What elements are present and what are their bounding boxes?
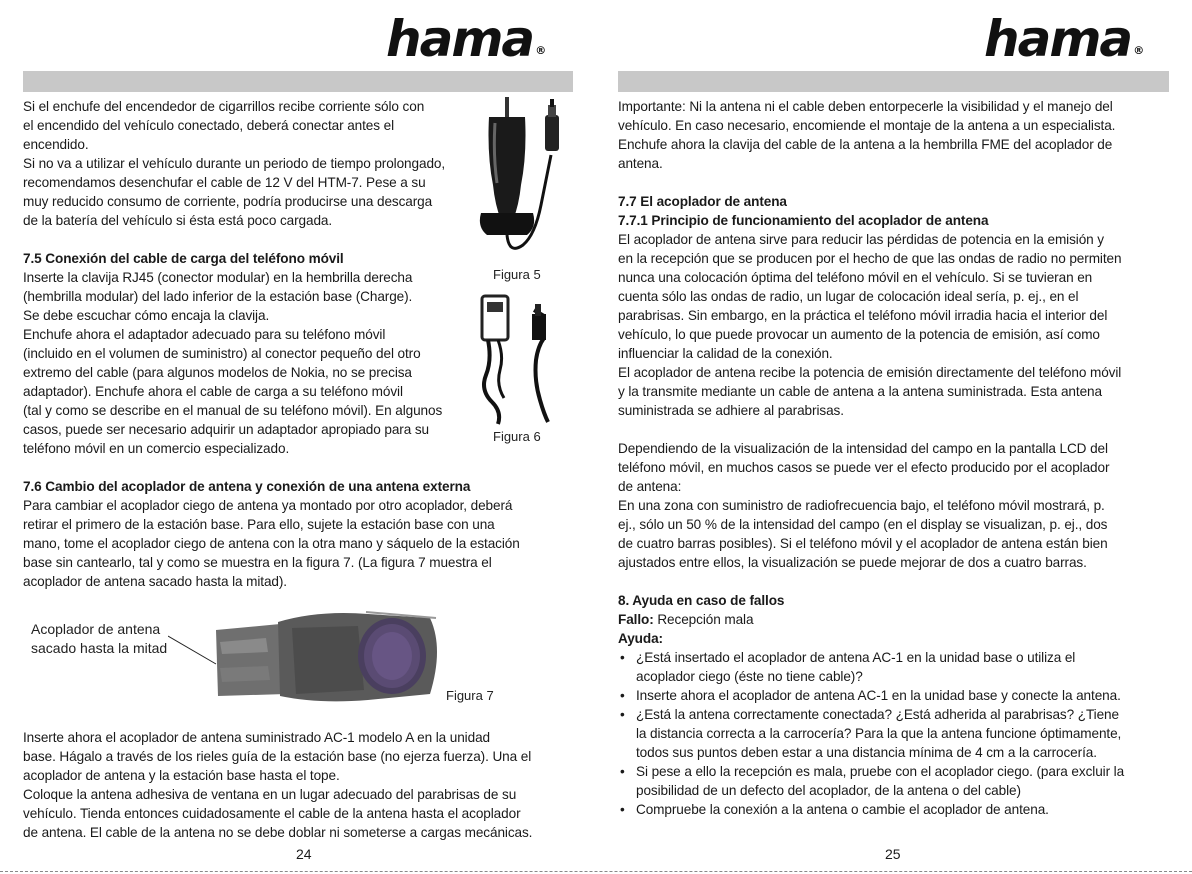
fault-label: Fallo: xyxy=(618,612,654,627)
figure-7-coupler-illustration xyxy=(168,608,453,708)
bullet-item: • ¿Está la antena correctamente conectada? ¿Está adherida al parabrisas? ¿Tiene xyxy=(620,707,1119,722)
right-page xyxy=(596,0,1192,874)
help-label: Ayuda: xyxy=(618,631,663,646)
hama-logo: hama ® xyxy=(386,10,547,68)
header-bar xyxy=(618,71,1169,92)
right-text-block: Importante: Ni la antena ni el cable deben entorpecerle la visibilidad y el manejo del vehículo. En caso necesario, encomiende el montaje de la antena a un especialista. Enchufe ahora la clavija del cable de la antena a la hembrilla FME del acoplador de antena. 7.7 El acoplador de antena 7.7.1 Principio de funcionamiento del acoplador de antena El acoplador de antena sirve para reducir las pérdidas de potencia en la emisión y en la recepción que se producen por el hecho de que las ondas de radio no permiten nunca una colocación óptima del teléfono móvil en el vehículo. Si se tuvieran en cuenta sólo las ondas de radio, un lugar de colocación ideal sería, p. ej., en el parabrisas. Sin embargo, en la práctica el teléfono móvil irradia hacia el interior del vehículo, lo que puede provocar un aumento de la potencia de emisión, así como influenciar la calidad de la conexión. El acoplador de antena recibe la potencia de emisión directamente del teléfono móvil y la transmite mediante un cable de antena a la antena suministrada. Esta antena suministrada se adhiere al parabrisas. Dependiendo de la visualización de la intensidad del campo en la pantalla LCD del teléfono móvil, en muchos casos se puede ver el efecto producido por el acoplador de antena: En una zona con suministro de radiofrecuencia bajo, el teléfono móvil mostrará, p. ej., sólo un 50 % de la intensidad del campo (en el display se visualizan, p. ej., dos de cuatro barras posibles). Si el teléfono móvil y el acoplador de antena están bien ajustados entre ellos, la visualización se puede mejorar de dos a cuatro barras. 8. Ayuda en caso de fallos Fallo: Recepción mala Ayuda: • ¿Está insertado el acoplador de antena AC-1 en la unidad base o utiliza el acoplador ciego (éste no tiene cable)? • Inserte ahora el acoplador de antena AC-1 en la unidad base y conecte la antena. • ¿Está la antena correctamente conectada? ¿Está adherida al parabrisas? ¿Tiene la distancia correcta a la carrocería? Para la que la antena funcione óptimamente, todos sus puntos deben estar a una distancia mínima de 4 cm a la carrocería. • Si pese a ello la recepción es mala, pruebe con el acoplador ciego. (para excluir la posibilidad de un defecto del acoplador, de la antena o del cable) • Compruebe la conexión a la antena o cambie el acoplador de antena. xyxy=(618,99,1125,817)
page-bottom-rule xyxy=(0,871,1192,872)
page-number: 24 xyxy=(296,846,312,862)
header-bar xyxy=(23,71,573,92)
left-text-block-end: Inserte ahora el acoplador de antena suministrado AC-1 modelo A en la unidad base. Hágalo a través de los rieles guía de la estación base (no ejerza fuerza). Una el acoplador de antena y la estación base hasta el tope. Coloque la antena adhesiva de ventana en un lugar adecuado del parabrisas de su vehículo. Tienda entonces cuidadosamente el cable de la antena hasta el acoplador de antena. El cable de la antena no se debe doblar ni someterse a cargas mecánicas. xyxy=(23,730,533,840)
bullet-item: • Compruebe la conexión a la antena o cambie el acoplador de antena. xyxy=(620,802,1049,817)
section-heading: 7.5 Conexión del cable de carga del teléfono móvil xyxy=(23,251,344,266)
section-heading: 7.7 El acoplador de antena xyxy=(618,194,787,209)
fault-text: Recepción mala xyxy=(653,612,754,627)
figure-6-label: Figura 6 xyxy=(493,429,541,444)
left-text-block: Si el enchufe del encendedor de cigarrillos recibe corriente sólo con el encendido del vehículo conectado, deberá conectar antes el encendido. Si no va a utilizar el vehículo durante un periodo de tiempo prolongado, recomendamos desenchufar el cable de 12 V del HTM-7. Pese a su muy reducido consumo de corriente, podría producirse una descarga de la batería del vehículo si ésta está poco cargada. 7.5 Conexión del cable de carga del teléfono móvil Inserte la clavija RJ45 (conector modular) en la hembrilla derecha (hembrilla modular) del lado inferior de la estación base (Charge). Se debe escuchar cómo encaja la clavija. Enchufe ahora el adaptador adecuado para su teléfono móvil (incluido en el volumen de suministro) al conector pequeño del otro extremo del cable (para algunos modelos de Nokia, no se precisa adaptador). Enchufe ahora el cable de carga a su teléfono móvil (tal y como se describe en el manual de su teléfono móvil). En algunos casos, puede ser necesario adquirir un adaptador apropiado para su teléfono móvil en un comercio especializado. 7.6 Cambio del acoplador de antena y conexión de una antena externa Para cambiar el acoplador ciego de antena ya montado por otro acoplador, deberá retirar el primero de la estación base. Para ello, sujete la estación base con una mano, tome el acoplador ciego de antena con la otra mano y sáquelo de la estación base sin cantearlo, tal y como se muestra en la figura 7. (La figura 7 muestra el acoplador de antena sacado hasta la mitad). xyxy=(23,99,520,589)
bullet-item: • ¿Está insertado el acoplador de antena AC-1 en la unidad base o utiliza el xyxy=(620,650,1076,665)
figure-5-plug-illustration xyxy=(475,95,585,265)
bullet-item: • Inserte ahora el acoplador de antena AC-1 en la unidad base y conecte la antena. xyxy=(620,688,1121,703)
section-heading: 7.6 Cambio del acoplador de antena y conexión de una antena externa xyxy=(23,479,471,494)
antenna-coupler-callout: Acoplador de antena sacado hasta la mitad xyxy=(31,621,168,656)
section-subheading: 7.7.1 Principio de funcionamiento del acoplador de antena xyxy=(618,213,989,228)
hama-logo: hama ® xyxy=(984,10,1145,68)
figure-7-label: Figura 7 xyxy=(446,688,494,703)
page-number: 25 xyxy=(885,846,901,862)
section-heading: 8. Ayuda en caso de fallos xyxy=(618,593,785,608)
figure-5-label: Figura 5 xyxy=(493,267,541,282)
bullet-item: • Si pese a ello la recepción es mala, pruebe con el acoplador ciego. (para excluir la xyxy=(620,764,1125,779)
figure-6-cable-illustration xyxy=(478,290,568,425)
